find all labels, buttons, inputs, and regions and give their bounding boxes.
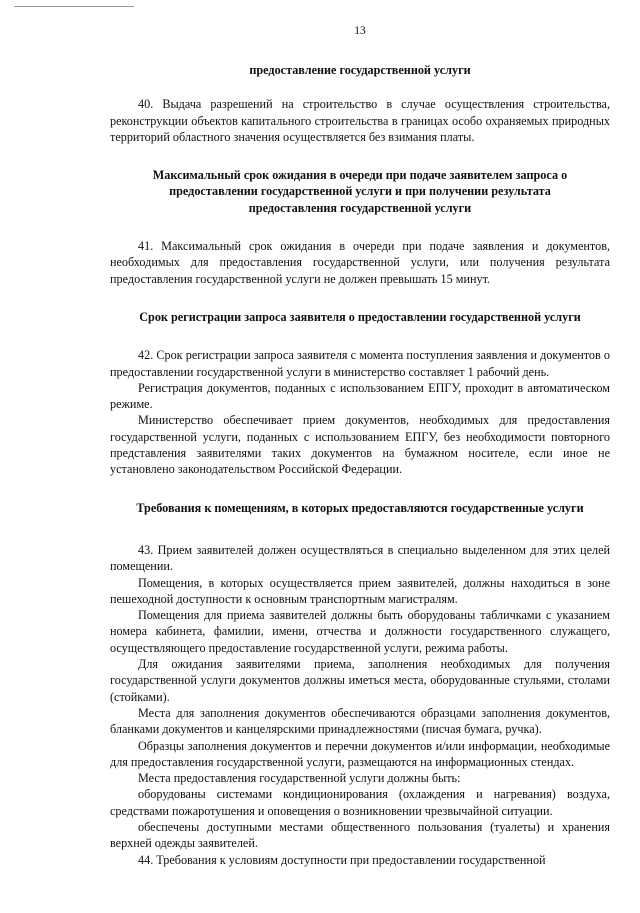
- paragraph-ministry-acceptance: Министерство обеспечивает прием документов, необходимых для предоставления государственной услуги, поданных с использованием ЕПГУ, без необходимости повторного представления заявителями таких документов на бумажном носителе, если иное не установлено законодательством Российской Федерации.: [110, 413, 610, 477]
- paragraph-42: 42. Срок регистрации запроса заявителя с момента поступления заявления и документов о предоставлении государственной услуги в министерство составляет 1 рабочий день.: [110, 348, 610, 379]
- section-heading-continued: предоставление государственной услуги: [249, 63, 471, 77]
- heading-max-wait-time: Максимальный срок ожидания в очереди при подаче заявителем запроса о предоставлении государственной услуги и при получении результата предоставления государственной услуги: [152, 168, 568, 215]
- heading-premises-requirements: Требования к помещениям, в которых предоставляются государственные услуги: [136, 500, 584, 515]
- heading-registration-term: Срок регистрации запроса заявителя о предоставлении государственной услуги: [139, 309, 581, 324]
- scan-edge-mark: [14, 6, 134, 7]
- paragraph-41: 41. Максимальный срок ожидания в очереди при подаче заявления и документов, необходимых для предоставления государственной услуги, или получения результата предоставления государственной услуги не должен превышать 15 минут.: [110, 239, 610, 286]
- paragraph-44: 44. Требования к условиям доступности при предоставлении государственной: [138, 852, 546, 867]
- paragraph-waiting-places: Для ожидания заявителями приема, заполнения необходимых для получения государственной услуги документов должны иметься места, оборудованные стульями, столами (стойками).: [110, 657, 610, 704]
- paragraph-40: 40. Выдача разрешений на строительство в случае осуществления строительства, реконструкции объектов капитального строительства в границах особо охраняемых природных территорий областного значения осуществляется без взимания платы.: [110, 97, 610, 144]
- paragraph-places-requirements: Места предоставления государственной услуги должны быть:: [138, 771, 461, 786]
- paragraph-premises-signs: Помещения для приема заявителей должны быть оборудованы табличками с указанием номера кабинета, фамилии, имени, отчества и должности государственного служащего, осуществляющего предоставление государственной услуги, режима работы.: [110, 608, 610, 655]
- paragraph-filling-places: Места для заполнения документов обеспечиваются образцами заполнения документов, бланками документов и канцелярскими принадлежностями (писчая бумага, ручка).: [110, 705, 610, 737]
- paragraph-public-facilities: обеспечены доступными местами общественного пользования (туалеты) и хранения верхней одежды заявителей.: [110, 819, 610, 851]
- paragraph-epgu-registration: Регистрация документов, поданных с использованием ЕПГУ, проходит в автоматическом режиме.: [110, 380, 610, 412]
- paragraph-info-stands: Образцы заполнения документов и перечни документов и/или информации, необходимые для предоставления государственной услуги, размещаются на информационных стендах.: [110, 738, 610, 769]
- paragraph-air-conditioning: оборудованы системами кондиционирования (охлаждения и нагревания) воздуха, средствами пожаротушения и оповещения о возникновении чрезвычайной ситуации.: [110, 787, 610, 818]
- paragraph-43: 43. Прием заявителей должен осуществляться в специально выделенном для этих целей помещении.: [110, 542, 610, 574]
- page-number: 13: [354, 25, 366, 37]
- paragraph-premises-location: Помещения, в которых осуществляется прием заявителей, должны находиться в зоне пешеходной доступности к основным транспортным магистралям.: [110, 575, 610, 606]
- document-body: [110, 62, 610, 868]
